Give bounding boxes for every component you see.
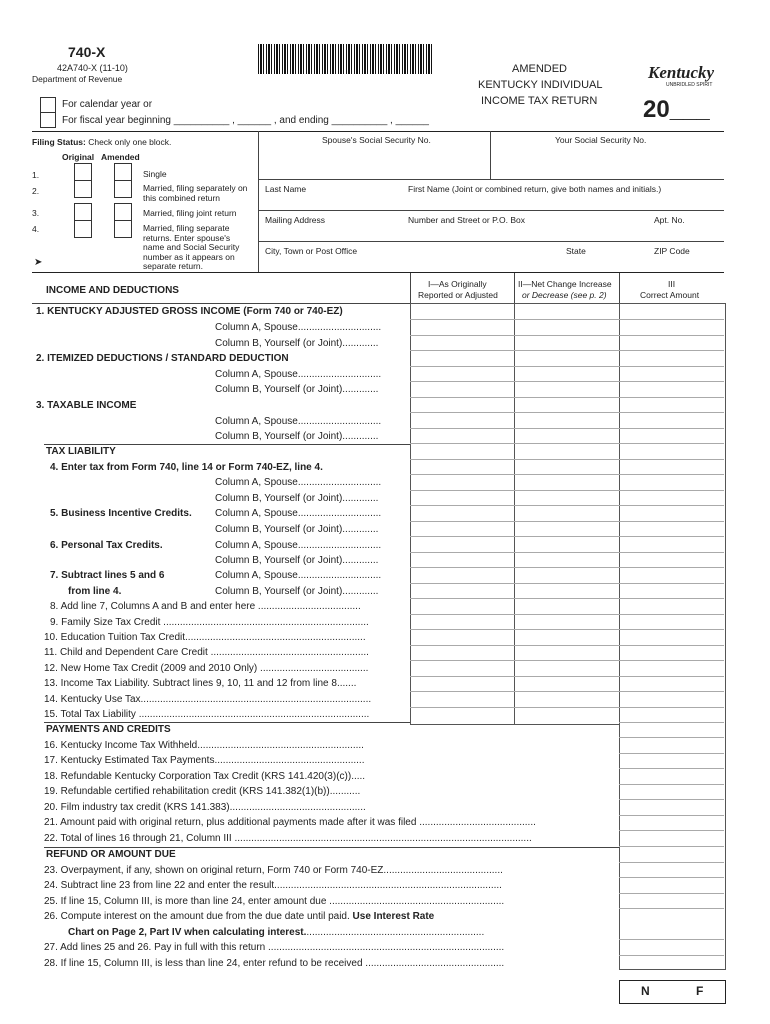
row-rule: [619, 830, 724, 831]
line-26-label-2: Chart on Page 2, Part IV when calculating interest.................................................................: [68, 927, 485, 938]
tax-liability-heading: TAX LIABILITY: [46, 446, 116, 457]
row-rule: [410, 459, 724, 460]
line-15-label: 15. Total Tax Liability ...................................................................................: [44, 709, 370, 720]
state-label: State: [566, 246, 586, 256]
form-code: 42A740-X (11-10): [57, 63, 128, 73]
zip-label: ZIP Code: [654, 246, 690, 256]
col-header-divider-2: [514, 273, 515, 303]
line-9-label: 9. Family Size Tax Credit ..........................................................................: [50, 617, 369, 628]
kentucky-logo: Kentucky: [648, 63, 715, 82]
fiscal-year-label: For fiscal year beginning __________ , ______ , and ending __________ , ______: [62, 115, 429, 126]
line-21-label: 21. Amount paid with original return, plus additional payments made after it was filed ..........................................: [44, 817, 536, 828]
row-rule: [410, 614, 724, 615]
address-field[interactable]: [262, 226, 722, 240]
line-23-label: 23. Overpayment, if any, shown on original return, Form 740 or Form 740-EZ...........................................: [44, 865, 503, 876]
row-rule: [619, 784, 724, 785]
fs3-original-checkbox[interactable]: [74, 203, 92, 221]
line-7-col-a: Column A, Spouse..............................: [215, 570, 382, 581]
your-ssn-label: Your Social Security No.: [555, 135, 647, 145]
calendar-year-label: For calendar year or: [62, 99, 153, 110]
row-rule: [410, 567, 724, 568]
line-1-col-b: Column B, Yourself (or Joint).............: [215, 338, 379, 349]
city-field[interactable]: [262, 257, 722, 271]
title-line-2: KENTUCKY INDIVIDUAL: [478, 79, 603, 91]
row-rule: [619, 862, 724, 863]
row-rule: [410, 629, 724, 630]
line-5-col-a: Column A, Spouse..............................: [215, 508, 382, 519]
line-4-label: 4. Enter tax from Form 740, line 14 or Form 740-EZ, line 4.: [50, 462, 323, 473]
line-2-label: 2. ITEMIZED DEDUCTIONS / STANDARD DEDUCTION: [36, 353, 289, 364]
row-rule: [410, 707, 724, 708]
line-5-label: 5. Business Incentive Credits.: [50, 508, 192, 519]
col3-header-b: Correct Amount: [640, 290, 700, 300]
id-grid-divider: [258, 131, 259, 272]
calendar-year-checkbox[interactable]: [40, 97, 56, 113]
your-ssn-field[interactable]: [494, 146, 722, 178]
fs3-amended-checkbox[interactable]: [114, 203, 132, 221]
line-2-col-a: Column A, Spouse..............................: [215, 369, 382, 380]
row-rule: [410, 381, 724, 382]
row-rule: [619, 939, 724, 940]
kentucky-logo-tagline: UNBRIDLED SPIRIT: [666, 82, 713, 88]
line-3-col-a: Column A, Spouse..............................: [215, 416, 382, 427]
ssn-rule: [258, 179, 724, 180]
fs-num-4: 4.: [32, 224, 40, 234]
line-18-label: 18. Refundable Kentucky Corporation Tax Credit (KRS 141.420(3)(c)).....: [44, 771, 366, 782]
name-rule: [258, 210, 724, 211]
fs-married-separately-label: Married, filing separately on this combined return: [143, 183, 248, 203]
original-col-label: Original: [62, 152, 95, 162]
row-rule: [410, 521, 724, 522]
line-1-col-a: Column A, Spouse..............................: [215, 322, 382, 333]
row-rule: [619, 737, 724, 738]
row-rule: [410, 583, 724, 584]
fs4-original-checkbox[interactable]: [74, 220, 92, 238]
row-rule: [410, 428, 724, 429]
line-7-col-b: Column B, Yourself (or Joint).............: [215, 586, 379, 597]
row-rule: [410, 350, 724, 351]
line-26-label: 26. Compute interest on the amount due from the due date until paid. Use Interest Rate: [44, 911, 435, 922]
line-6-col-b: Column B, Yourself (or Joint).............: [215, 555, 379, 566]
last-name-label: Last Name: [265, 184, 307, 194]
line-28-label: 28. If line 15, Column III, is less than line 24, enter refund to be received ..................................................: [44, 958, 505, 969]
row-rule: [619, 722, 724, 723]
line-7-label: 7. Subtract lines 5 and 6: [50, 570, 165, 581]
fs-num-2: 2.: [32, 186, 40, 196]
line-13-label: 13. Income Tax Liability. Subtract lines 9, 10, 11 and 12 from line 8.......: [44, 678, 357, 689]
line-22-label: 22. Total of lines 16 through 21, Column III ...........................................................................................................: [44, 833, 532, 844]
fs1-amended-checkbox[interactable]: [114, 163, 132, 181]
line-4-col-a: Column A, Spouse..............................: [215, 477, 382, 488]
line-6-label: 6. Personal Tax Credits.: [50, 540, 163, 551]
spouse-ssn-field[interactable]: [262, 146, 487, 178]
row-rule: [619, 768, 724, 769]
department: Department of Revenue: [32, 74, 123, 84]
line-16-label: 16. Kentucky Income Tax Withheld............................................................: [44, 740, 364, 751]
line-20-label: 20. Film industry tax credit (KRS 141.383).................................................: [44, 802, 366, 813]
row-rule: [619, 893, 724, 894]
line-10-label: 10. Education Tuition Tax Credit.................................................................: [44, 632, 366, 643]
fs4-amended-checkbox[interactable]: [114, 220, 132, 238]
column-iii-entry-area[interactable]: [619, 303, 726, 970]
row-rule: [619, 908, 724, 909]
row-rule: [410, 691, 724, 692]
row-rule: [619, 799, 724, 800]
col-header-divider-1: [410, 273, 411, 303]
row-rule: [410, 598, 724, 599]
first-name-label: First Name (Joint or combined return, give both names and initials.): [408, 184, 662, 194]
fs-married-separate-returns-label: Married, filing separate returns. Enter spouse's name and Social Security number as it appears on separate return.: [143, 223, 240, 271]
line-3-col-b: Column B, Yourself (or Joint).............: [215, 431, 379, 442]
fs2-amended-checkbox[interactable]: [114, 180, 132, 198]
fs-num-3: 3.: [32, 208, 40, 218]
number-street-label: Number and Street or P.O. Box: [408, 215, 526, 225]
col1-header-b: Reported or Adjusted: [418, 290, 498, 300]
row-rule: [619, 955, 724, 956]
row-rule: [619, 846, 724, 847]
row-rule: [410, 505, 724, 506]
address-rule: [258, 241, 724, 242]
line-14-label: 14. Kentucky Use Tax...................................................................................: [44, 694, 372, 705]
line-25-label: 25. If line 15, Column III, is more than line 24, enter amount due ...............................................................: [44, 896, 505, 907]
line-2-col-b: Column B, Yourself (or Joint).............: [215, 384, 379, 395]
line-4-col-b: Column B, Yourself (or Joint).............: [215, 493, 379, 504]
filing-status-label: Filing Status: Check only one block.: [32, 137, 172, 147]
col1-header-a: I—As Originally: [428, 279, 487, 289]
footer-f: F: [696, 984, 704, 998]
footer-n: N: [641, 984, 650, 998]
col-header-divider-3: [619, 273, 620, 303]
row-rule: [410, 660, 724, 661]
col2-header-b: or Decrease (see p. 2): [522, 290, 607, 300]
fiscal-year-checkbox[interactable]: [40, 112, 56, 128]
row-rule: [410, 676, 724, 677]
line-1-label: 1. KENTUCKY ADJUSTED GROSS INCOME (Form 740 or 740-EZ): [36, 306, 343, 317]
nf-box: [619, 980, 726, 1004]
row-rule: [410, 536, 724, 537]
line-7-label-2: from line 4.: [68, 586, 122, 597]
row-rule: [619, 753, 724, 754]
amended-col-label: Amended: [101, 152, 140, 162]
refund-rule: [44, 847, 619, 848]
line-24-label: 24. Subtract line 23 from line 22 and enter the result..................................................................................: [44, 880, 502, 891]
tax-liability-rule: [44, 444, 410, 445]
line-11-label: 11. Child and Dependent Care Credit .........................................................: [44, 647, 369, 658]
row-rule: [410, 552, 724, 553]
line-17-label: 17. Kentucky Estimated Tax Payments......................................................: [44, 755, 365, 766]
row-rule: [410, 366, 724, 367]
row-rule: [410, 397, 724, 398]
line-12-label: 12. New Home Tax Credit (2009 and 2010 Only) .......................................: [44, 663, 369, 674]
apt-label: Apt. No.: [654, 215, 685, 225]
line-19-label: 19. Refundable certified rehabilitation credit (KRS 141.382(1)(b))...........: [44, 786, 361, 797]
fs-num-1: 1.: [32, 170, 40, 180]
refund-heading: REFUND OR AMOUNT DUE: [46, 849, 176, 860]
ssn-divider: [490, 131, 491, 179]
col3-header-a: III: [668, 279, 676, 289]
spouse-ssn-label: Spouse's Social Security No.: [322, 135, 431, 145]
row-rule: [619, 877, 724, 878]
tax-year: 20___: [643, 96, 710, 123]
line-8-label: 8. Add line 7, Columns A and B and enter here .....................................: [50, 601, 361, 612]
row-rule: [410, 490, 724, 491]
form-id: 740-X: [68, 44, 106, 60]
line-5-col-b: Column B, Yourself (or Joint).............: [215, 524, 379, 535]
fs1-original-checkbox[interactable]: [74, 163, 92, 181]
title-line-3: INCOME TAX RETURN: [481, 95, 598, 107]
line-6-col-a: Column A, Spouse..............................: [215, 540, 382, 551]
title-line-1: AMENDED: [512, 63, 568, 75]
name-field[interactable]: [262, 195, 722, 209]
row-rule: [410, 412, 724, 413]
city-label: City, Town or Post Office: [265, 246, 358, 256]
barcode: [258, 44, 434, 74]
fs2-original-checkbox[interactable]: [74, 180, 92, 198]
col2-header-a: II—Net Change Increase: [518, 279, 612, 289]
fs-single-label: Single: [143, 169, 167, 179]
arrow-icon: ➤: [34, 257, 43, 268]
payments-heading: PAYMENTS AND CREDITS: [46, 724, 171, 735]
income-deductions-title: INCOME AND DEDUCTIONS: [46, 285, 179, 296]
row-rule: [410, 645, 724, 646]
payments-rule: [44, 722, 410, 723]
mailing-address-label: Mailing Address: [265, 215, 326, 225]
row-rule: [619, 815, 724, 816]
row-rule: [410, 443, 724, 444]
row-rule: [410, 319, 724, 320]
line-3-label: 3. TAXABLE INCOME: [36, 400, 137, 411]
fs-married-joint-label: Married, filing joint return: [143, 208, 237, 218]
id-grid-bottom-rule: [32, 272, 724, 273]
row-rule: [410, 474, 724, 475]
header-rule: [32, 131, 724, 132]
row-rule: [410, 335, 724, 336]
line-27-label: 27. Add lines 25 and 26. Pay in full with this return .....................................................................................: [44, 942, 505, 953]
